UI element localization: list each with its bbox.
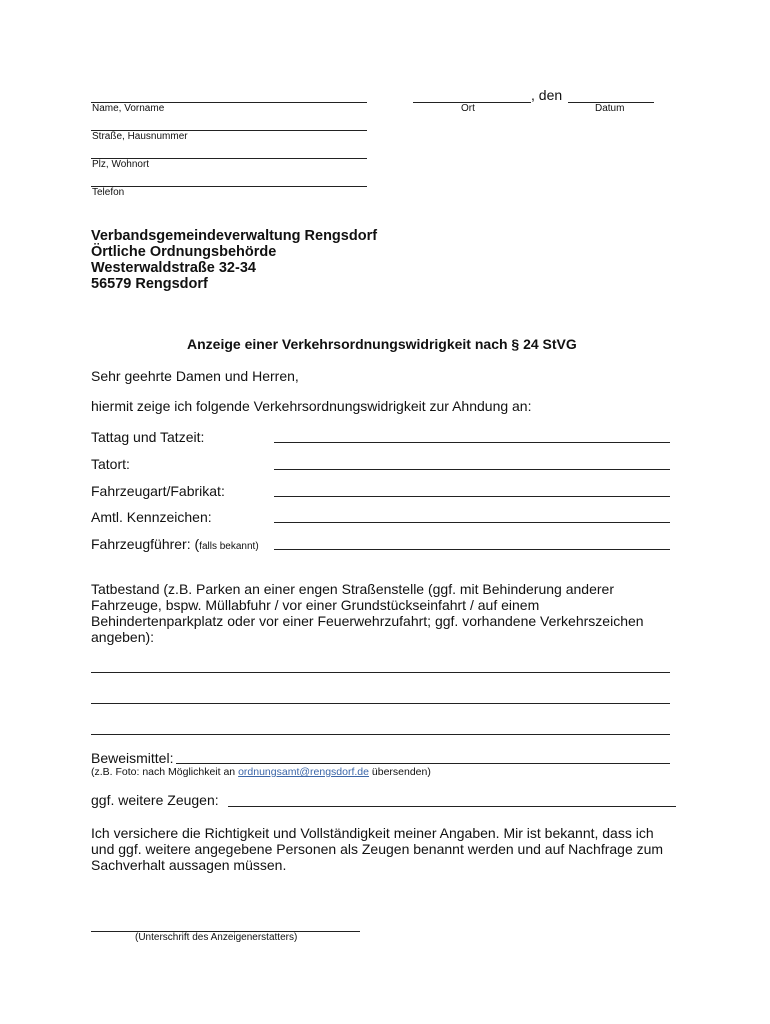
declaration-line-1: Ich versichere die Richtigkeit und Vollständigkeit meiner Angaben. Mir ist bekannt, dass ich: [91, 825, 654, 841]
tatbestand-line-2: Fahrzeuge, bspw. Müllabfuhr / vor einer Grundstückseinfahrt / auf einem: [91, 597, 540, 613]
beweismittel-hint: [91, 766, 431, 778]
datum-label: Datum: [595, 103, 625, 114]
salutation: Sehr geehrte Damen und Herren,: [91, 368, 299, 384]
tatbestand-text: [91, 581, 644, 645]
recipient-line-2: Örtliche Ordnungsbehörde: [91, 244, 277, 260]
recipient-line-4: 56579 Rengsdorf: [91, 276, 208, 292]
recipient-line-1: Verbandsgemeindeverwaltung Rengsdorf: [91, 228, 378, 244]
plz-label: Plz, Wohnort: [92, 159, 150, 170]
declaration-line-2: und ggf. weitere angegebene Personen als Zeugen benannt werden und auf Nachfrage zum: [91, 841, 664, 857]
beweismittel-field[interactable]: [176, 763, 670, 764]
phone-line[interactable]: [91, 186, 367, 187]
tatbestand-field-1[interactable]: [91, 672, 670, 673]
recipient-address: [91, 228, 377, 292]
recipient-line-3: Westerwaldstraße 32-34: [91, 260, 256, 276]
tatbestand-field-2[interactable]: [91, 703, 670, 704]
tattag-field[interactable]: [274, 442, 670, 443]
kennzeichen-field[interactable]: [274, 522, 670, 523]
tatbestand-field-3[interactable]: [91, 734, 670, 735]
document-title: Anzeige einer Verkehrsordnungswidrigkeit nach § 24 StVG: [187, 336, 577, 352]
phone-label: Telefon: [92, 187, 125, 198]
ort-label: Ort: [461, 103, 475, 114]
fahrzeugfuehrer-label: [91, 536, 259, 552]
fahrzeugfuehrer-label-text: Fahrzeugführer: (: [91, 536, 200, 552]
fahrzeugfuehrer-field[interactable]: [274, 549, 670, 550]
tatbestand-line-1: Tatbestand (z.B. Parken an einer engen Straßenstelle (ggf. mit Behinderung anderer: [91, 581, 614, 597]
fahrzeugart-field[interactable]: [274, 496, 670, 497]
tattag-label: Tattag und Tatzeit:: [91, 429, 205, 445]
tatbestand-line-4: angeben):: [91, 629, 155, 645]
zeugen-label: ggf. weitere Zeugen:: [91, 792, 219, 808]
falls-bekannt-note: falls bekannt): [199, 541, 259, 552]
beweismittel-label: Beweismittel:: [91, 750, 174, 766]
declaration-text: [91, 825, 663, 873]
den-label: , den: [531, 87, 563, 103]
street-label: Straße, Hausnummer: [92, 131, 188, 142]
tatbestand-line-3: Behindertenparkplatz oder vor einer Feuerwehrzufahrt; ggf. vorhandene Verkehrszeichen: [91, 613, 644, 629]
zeugen-field[interactable]: [228, 806, 676, 807]
kennzeichen-label: Amtl. Kennzeichen:: [91, 509, 212, 525]
name-label: Name, Vorname: [92, 103, 165, 114]
beweismittel-hint-prefix: (z.B. Foto: nach Möglichkeit an: [91, 766, 239, 778]
email-link[interactable]: ordnungsamt@rengsdorf.de: [238, 766, 369, 778]
intro-text: hiermit zeige ich folgende Verkehrsordnungswidrigkeit zur Ahndung an:: [91, 398, 532, 414]
fahrzeugart-label: Fahrzeugart/Fabrikat:: [91, 483, 225, 499]
beweismittel-hint-suffix: übersenden): [368, 766, 431, 778]
tatort-label: Tatort:: [91, 456, 130, 472]
declaration-line-3: Sachverhalt aussagen müssen.: [91, 857, 287, 873]
signature-label: (Unterschrift des Anzeigenerstatters): [135, 932, 298, 943]
tatort-field[interactable]: [274, 469, 670, 470]
